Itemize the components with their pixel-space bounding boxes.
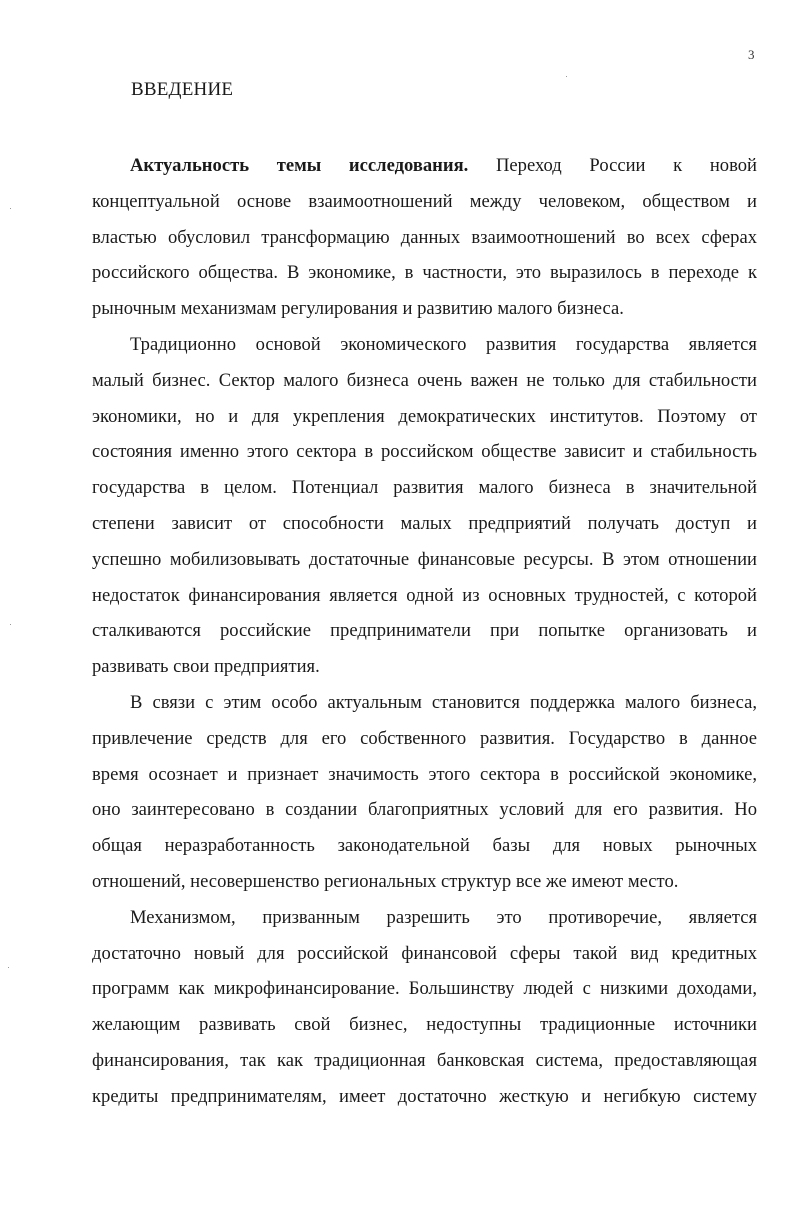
line-text: Традиционно основой экономического развития государства является bbox=[130, 333, 757, 355]
line-text: кредиты предпринимателям, имеет достаточно жесткую и негибкую систему bbox=[92, 1085, 757, 1107]
scan-speck bbox=[10, 624, 11, 625]
text-line bbox=[92, 578, 757, 614]
line-text: концептуальной основе взаимоотношений между человеком, обществом и bbox=[92, 190, 757, 212]
text-line bbox=[92, 721, 757, 757]
scan-speck bbox=[566, 76, 567, 77]
text-line bbox=[92, 971, 757, 1007]
paragraph bbox=[92, 148, 757, 327]
text-line bbox=[92, 613, 757, 649]
paragraph bbox=[92, 327, 757, 685]
scan-speck bbox=[8, 967, 9, 968]
text-line bbox=[92, 184, 757, 220]
text-line bbox=[92, 1079, 757, 1115]
line-text: успешно мобилизовывать достаточные финансовые ресурсы. В этом отношении bbox=[92, 548, 757, 570]
line-text: программ как микрофинансирование. Большинству людей с низкими доходами, bbox=[92, 978, 757, 1000]
text-line bbox=[92, 757, 757, 793]
line-text: В связи с этим особо актуальным становится поддержка малого бизнеса, bbox=[130, 691, 757, 713]
line-text: государства в целом. Потенциал развития малого бизнеса в значительной bbox=[92, 477, 757, 499]
text-line bbox=[92, 255, 757, 291]
text-line bbox=[92, 220, 757, 256]
text-line bbox=[92, 1007, 757, 1043]
text-line bbox=[92, 399, 757, 435]
line-text: сталкиваются российские предприниматели при попытке организовать и bbox=[92, 620, 757, 642]
line-text: недостаток финансирования является одной из основных трудностей, с которой bbox=[92, 584, 757, 606]
line-text: состояния именно этого сектора в российском обществе зависит и стабильность bbox=[92, 441, 757, 463]
line-text: властью обусловил трансформацию данных взаимоотношений во всех сферах bbox=[92, 226, 757, 248]
text-line bbox=[92, 685, 757, 721]
line-text: достаточно новый для российской финансовой сферы такой вид кредитных bbox=[92, 942, 757, 964]
text-line bbox=[92, 434, 757, 470]
text-line bbox=[92, 900, 757, 936]
text-line bbox=[92, 148, 757, 184]
line-text: время осознает и признает значимость этого сектора в российской экономике, bbox=[92, 763, 757, 785]
line-text: привлечение средств для его собственного развития. Государство в данное bbox=[92, 727, 757, 749]
body-text bbox=[92, 148, 757, 1115]
text-line bbox=[92, 542, 757, 578]
text-line bbox=[92, 792, 757, 828]
line-text: развивать свои предприятия. bbox=[92, 656, 320, 678]
text-line bbox=[92, 291, 757, 327]
text-line bbox=[92, 363, 757, 399]
line-text: общая неразработанность законодательной базы для новых рыночных bbox=[92, 835, 757, 857]
paragraph-lead: Актуальность темы исследования. bbox=[130, 155, 469, 176]
text-line bbox=[92, 936, 757, 972]
line-text: желающим развивать свой бизнес, недоступны традиционные источники bbox=[92, 1014, 757, 1036]
line-text: отношений, несовершенство региональных структур все же имеют место. bbox=[92, 870, 679, 892]
line-text: экономики, но и для укрепления демократических институтов. Поэтому от bbox=[92, 405, 757, 427]
line-text: степени зависит от способности малых предприятий получать доступ и bbox=[92, 512, 757, 534]
line-text: финансирования, так как традиционная банковская система, предоставляющая bbox=[92, 1049, 757, 1071]
line-text: российского общества. В экономике, в частности, это выразилось в переходе к bbox=[92, 262, 757, 284]
paragraph bbox=[92, 900, 757, 1115]
line-text: малый бизнес. Сектор малого бизнеса очень важен не только для стабильности bbox=[92, 369, 757, 391]
text-line bbox=[92, 864, 757, 900]
text-line bbox=[92, 649, 757, 685]
line-text: оно заинтересовано в создании благоприятных условий для его развития. Но bbox=[92, 799, 757, 821]
text-line bbox=[92, 506, 757, 542]
text-line bbox=[92, 470, 757, 506]
line-text: рыночным механизмам регулирования и развитию малого бизнеса. bbox=[92, 298, 624, 320]
text-line bbox=[92, 327, 757, 363]
paragraph bbox=[92, 685, 757, 900]
page-number: 3 bbox=[748, 47, 755, 62]
text-line bbox=[92, 1043, 757, 1079]
section-heading: ВВЕДЕНИЕ bbox=[131, 79, 234, 100]
text-line bbox=[92, 828, 757, 864]
line-text: Механизмом, призванным разрешить это противоречие, является bbox=[130, 906, 757, 928]
scan-speck bbox=[10, 208, 11, 209]
line-text: Переход России к новой bbox=[468, 155, 757, 176]
